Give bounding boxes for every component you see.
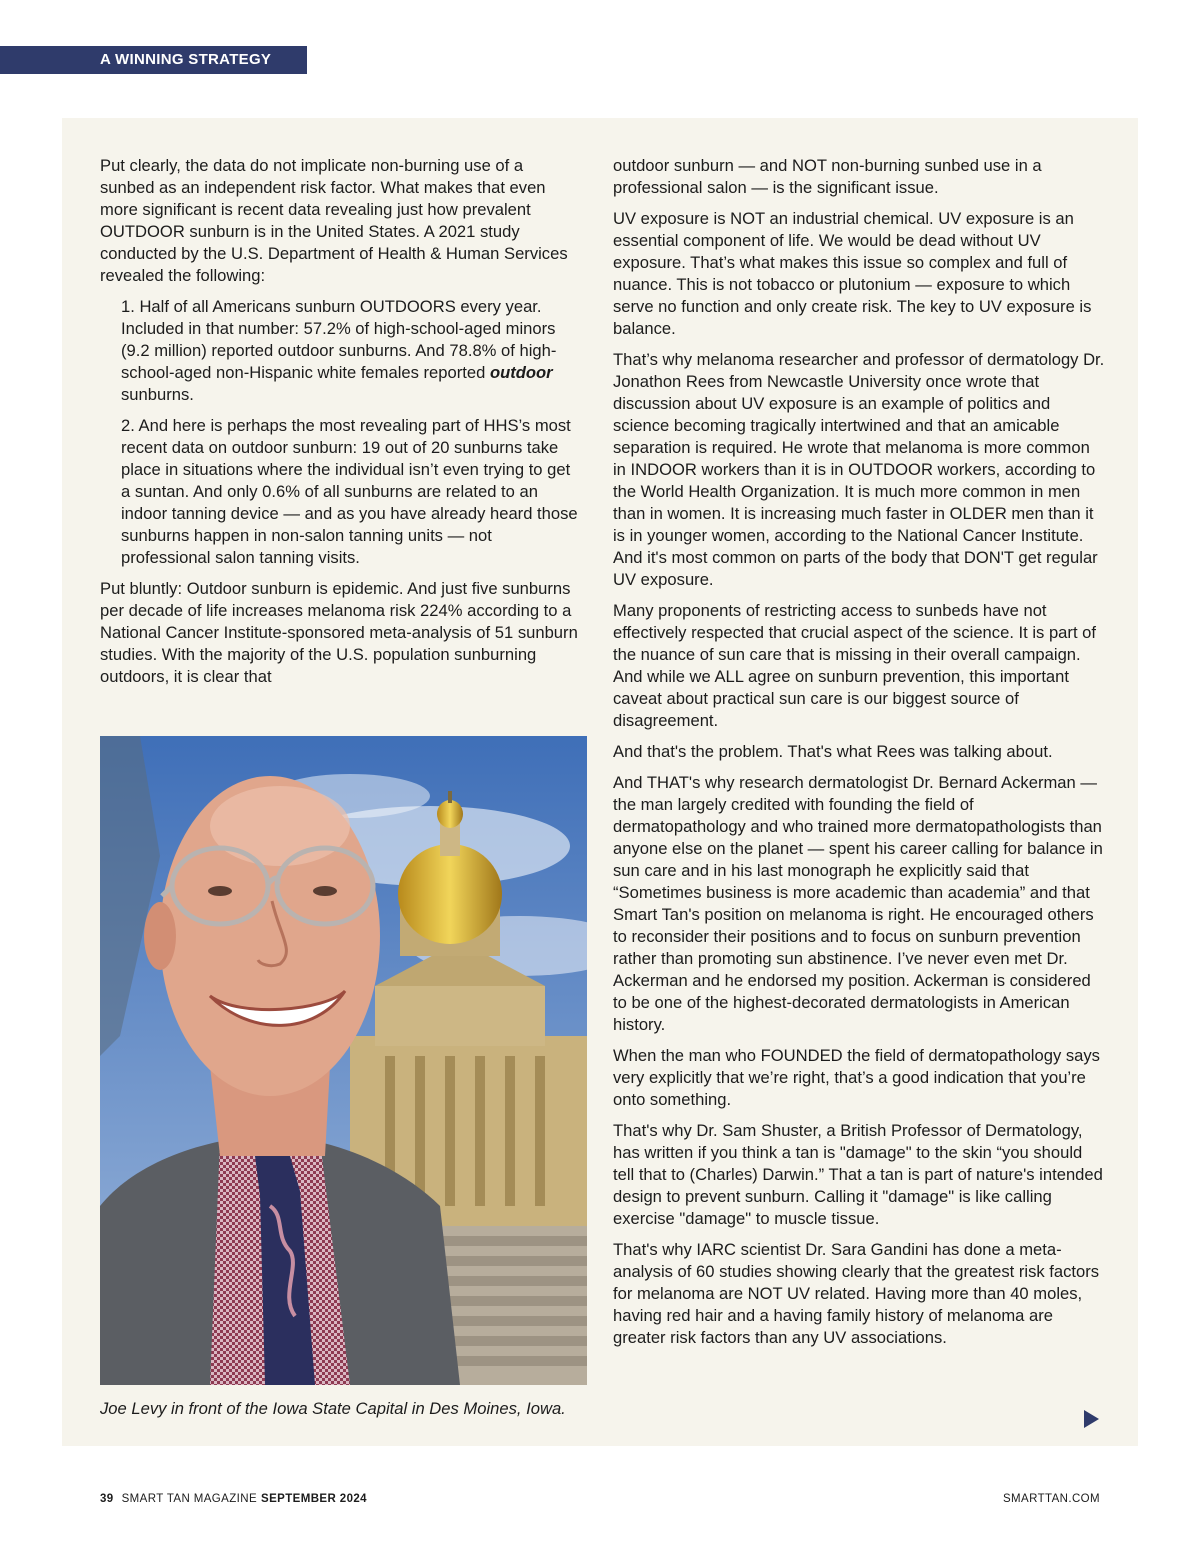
body-paragraph: When the man who FOUNDED the field of dermatopathology says very explicitly that we’re right, that’s a good indication that you’re onto something.	[613, 1046, 1100, 1109]
list-item	[100, 296, 580, 406]
list-item-text: sunburns.	[121, 385, 194, 404]
photo	[100, 736, 587, 1385]
right-column	[613, 155, 1105, 1358]
body-paragraph: Many proponents of restricting access to sunbeds have not effectively respected that crucial aspect of the science. It is part of the nuance of sun care that is missing in their overall campaign. And while we ALL agree on sunburn prevention, this important caveat about practical sun care is our biggest source of disagreement.	[613, 601, 1097, 730]
website-link[interactable]: SMARTTAN.COM	[1002, 1493, 1100, 1505]
page-number: 39	[100, 1493, 114, 1505]
body-paragraph: outdoor sunburn — and NOT non-burning sunbed use in a professional salon — is the significant issue.	[613, 156, 1042, 197]
photo-caption: Joe Levy in front of the Iowa State Capital in Des Moines, Iowa.	[100, 1399, 566, 1418]
closing-paragraph: Put bluntly: Outdoor sunburn is epidemic. And just five sunburns per decade of life increases melanoma risk 224% according to a National Cancer Institute-sponsored meta-analysis of 51 sunburn studies. With the majority of the U.S. population sunburning outdoors, it is clear that	[100, 579, 578, 686]
issue-date: SEPTEMBER 2024	[261, 1493, 367, 1505]
section-tag: A WINNING STRATEGY	[0, 46, 307, 74]
body-paragraph: That’s why melanoma researcher and professor of dermatology Dr. Jonathon Rees from Newcastle University once wrote that discussion about UV exposure is an example of politics and science becoming tragically intertwined and that an amicable separation is required. He wrote that melanoma is more common in INDOOR workers than it is in OUTDOOR workers, according to the World Health Organization. It is much more common in men than in women. It is increasing much faster in OLDER men than it is in younger women, according to the National Cancer Institute. And it's most common on parts of the body that DON'T get regular UV exposure.	[613, 350, 1105, 589]
body-paragraph: UV exposure is NOT an industrial chemical. UV exposure is an essential component of life. We would be dead without UV exposure. That’s what makes this issue so complex and full of nuance. This is not tobacco or plutonium — exposure to which serve no function and only create risk. The key to UV exposure is balance.	[613, 209, 1092, 338]
list-item-text: 1. Half of all Americans sunburn OUTDOORS every year. Included in that number: 57.2% of high-school-aged minors (9.2 million) reported outdoor sunburns. And 78.8% of high-school-aged non-Hispanic white females reported	[121, 297, 557, 382]
intro-paragraph: Put clearly, the data do not implicate non-burning use of a sunbed as an independent risk factor. What makes that even more significant is recent data revealing just how prevalent OUTDOOR sunburn is in the United States. A 2021 study conducted by the U.S. Department of Health & Human Services revealed the following:	[100, 156, 568, 285]
body-paragraph: That's why IARC scientist Dr. Sara Gandini has done a meta-analysis of 60 studies showing clearly that the greatest risk factors for melanoma are NOT UV related. Having more than 40 moles, having red hair and a having family history of melanoma are greater risk factors than any UV associations.	[613, 1240, 1100, 1347]
continue-arrow-icon	[1084, 1410, 1099, 1428]
left-column	[100, 155, 580, 697]
footer-left	[100, 1493, 367, 1505]
list-item: 2. And here is perhaps the most revealing part of HHS’s most recent data on outdoor sunburn: 19 out of 20 sunburns take place in situations where the individual isn’t even trying to get a suntan. And only 0.6% of all sunburns are related to an indoor tanning device — and as you have already heard those sunburns happen in non-salon tanning units — not professional salon tanning visits.	[121, 416, 578, 567]
magazine-name: SMART TAN MAGAZINE	[121, 1493, 258, 1505]
body-paragraph: That's why Dr. Sam Shuster, a British Professor of Dermatology, has written if you think a tan is "damage" to the skin “you should tell that to (Charles) Darwin.” That a tan is part of nature's intended design to prevent sunburn. Calling it "damage" is like calling exercise "damage" to muscle tissue.	[613, 1121, 1103, 1228]
body-paragraph: And THAT's why research dermatologist Dr. Bernard Ackerman — the man largely credited with founding the field of dermatopathology and who trained more dermatopathologists than anyone else on the planet — spent his career calling for balance in sun care and in his last monograph he explicitly said that “Sometimes business is more academic than academia” and that Smart Tan's position on melanoma is right. He encouraged others to reconsider their positions and to focus on sunburn prevention rather than promoting sun abstinence. I’ve never even met Dr. Ackerman and he endorsed my position. Ackerman is considered to be one of the highest-decorated dermatologists in American history.	[613, 773, 1103, 1034]
capitol-portrait-illustration	[100, 736, 587, 1385]
emphasis-text: outdoor	[489, 363, 553, 382]
body-paragraph: And that's the problem. That's what Rees was talking about.	[613, 742, 1053, 761]
